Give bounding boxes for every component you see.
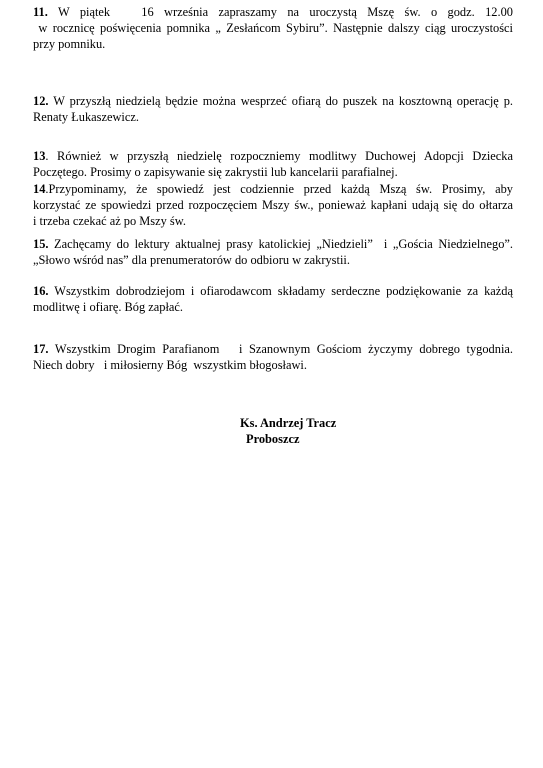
announcement-line: i trzeba czekać aż po Mszy św.	[33, 214, 186, 228]
signature-name: Ks. Andrzej Tracz	[240, 416, 337, 430]
announcement-number: 12.	[33, 94, 49, 108]
announcement-line	[33, 148, 513, 164]
announcement-line	[33, 341, 513, 357]
announcement-number: 17.	[33, 342, 49, 356]
announcement-16	[33, 283, 513, 315]
announcement-12	[33, 93, 513, 125]
announcement-number: 15.	[33, 237, 49, 251]
announcement-text: .Przypominamy, że spowiedź jest codziennie przed każdą Mszą św. Prosimy, aby	[45, 182, 513, 196]
announcement-text: Zachęcamy do lektury aktualnej prasy katolickiej „Niedzieli” i „Gościa Niedzielnego”.	[48, 237, 513, 251]
announcement-line	[33, 236, 513, 252]
announcement-line	[33, 283, 513, 299]
announcement-line: Poczętego. Prosimy o zapisywanie się zakrystii lub kancelarii parafialnej.	[33, 165, 398, 179]
announcement-text: . Również w przyszłą niedzielę rozpoczniemy modlitwy Duchowej Adopcji Dziecka	[45, 149, 513, 163]
signature-title: Proboszcz	[246, 432, 300, 446]
announcement-number: 16.	[33, 284, 49, 298]
announcement-line: „Słowo wśród nas” dla prenumeratorów do odbioru w zakrystii.	[33, 253, 350, 267]
announcement-15	[33, 236, 513, 268]
announcement-number: 14	[33, 182, 46, 196]
announcement-line: w rocznicę poświęcenia pomnika „ Zesłańcom Sybiru”. Następnie dalszy ciąg uroczystości	[33, 21, 513, 35]
announcement-line: przy pomniku.	[33, 37, 106, 51]
announcement-line: Niech dobry i miłosierny Bóg wszystkim błogosławi.	[33, 358, 307, 372]
signature-block	[240, 415, 336, 447]
announcement-text: W przyszłą niedzielą będzie można wesprzeć ofiarą do puszek na kosztowną operację p.	[48, 94, 513, 108]
announcement-line	[33, 93, 513, 109]
announcement-14	[33, 181, 513, 229]
announcement-17	[33, 341, 513, 373]
announcement-text: W piątek 16 września zapraszamy na uroczystą Mszę św. o godz. 12.00	[47, 5, 513, 19]
announcement-line	[33, 4, 513, 20]
announcement-line	[33, 181, 513, 197]
announcement-13	[33, 148, 513, 180]
announcement-text: Wszystkim dobrodziejom i ofiarodawcom składamy serdeczne podziękowanie za każdą	[48, 284, 513, 298]
announcement-line: Renaty Łukaszewicz.	[33, 110, 139, 124]
announcement-11	[33, 4, 513, 52]
announcement-line: korzystać ze spowiedzi przed rozpoczęciem Mszy św., ponieważ kapłani udają się do ołtarza	[33, 198, 513, 212]
announcement-text: Wszystkim Drogim Parafianom i Szanownym Gościom życzymy dobrego tygodnia.	[48, 342, 513, 356]
announcement-number: 13	[33, 149, 46, 163]
announcement-number: 11.	[33, 5, 48, 19]
announcement-line: modlitwę i ofiarę. Bóg zapłać.	[33, 300, 184, 314]
